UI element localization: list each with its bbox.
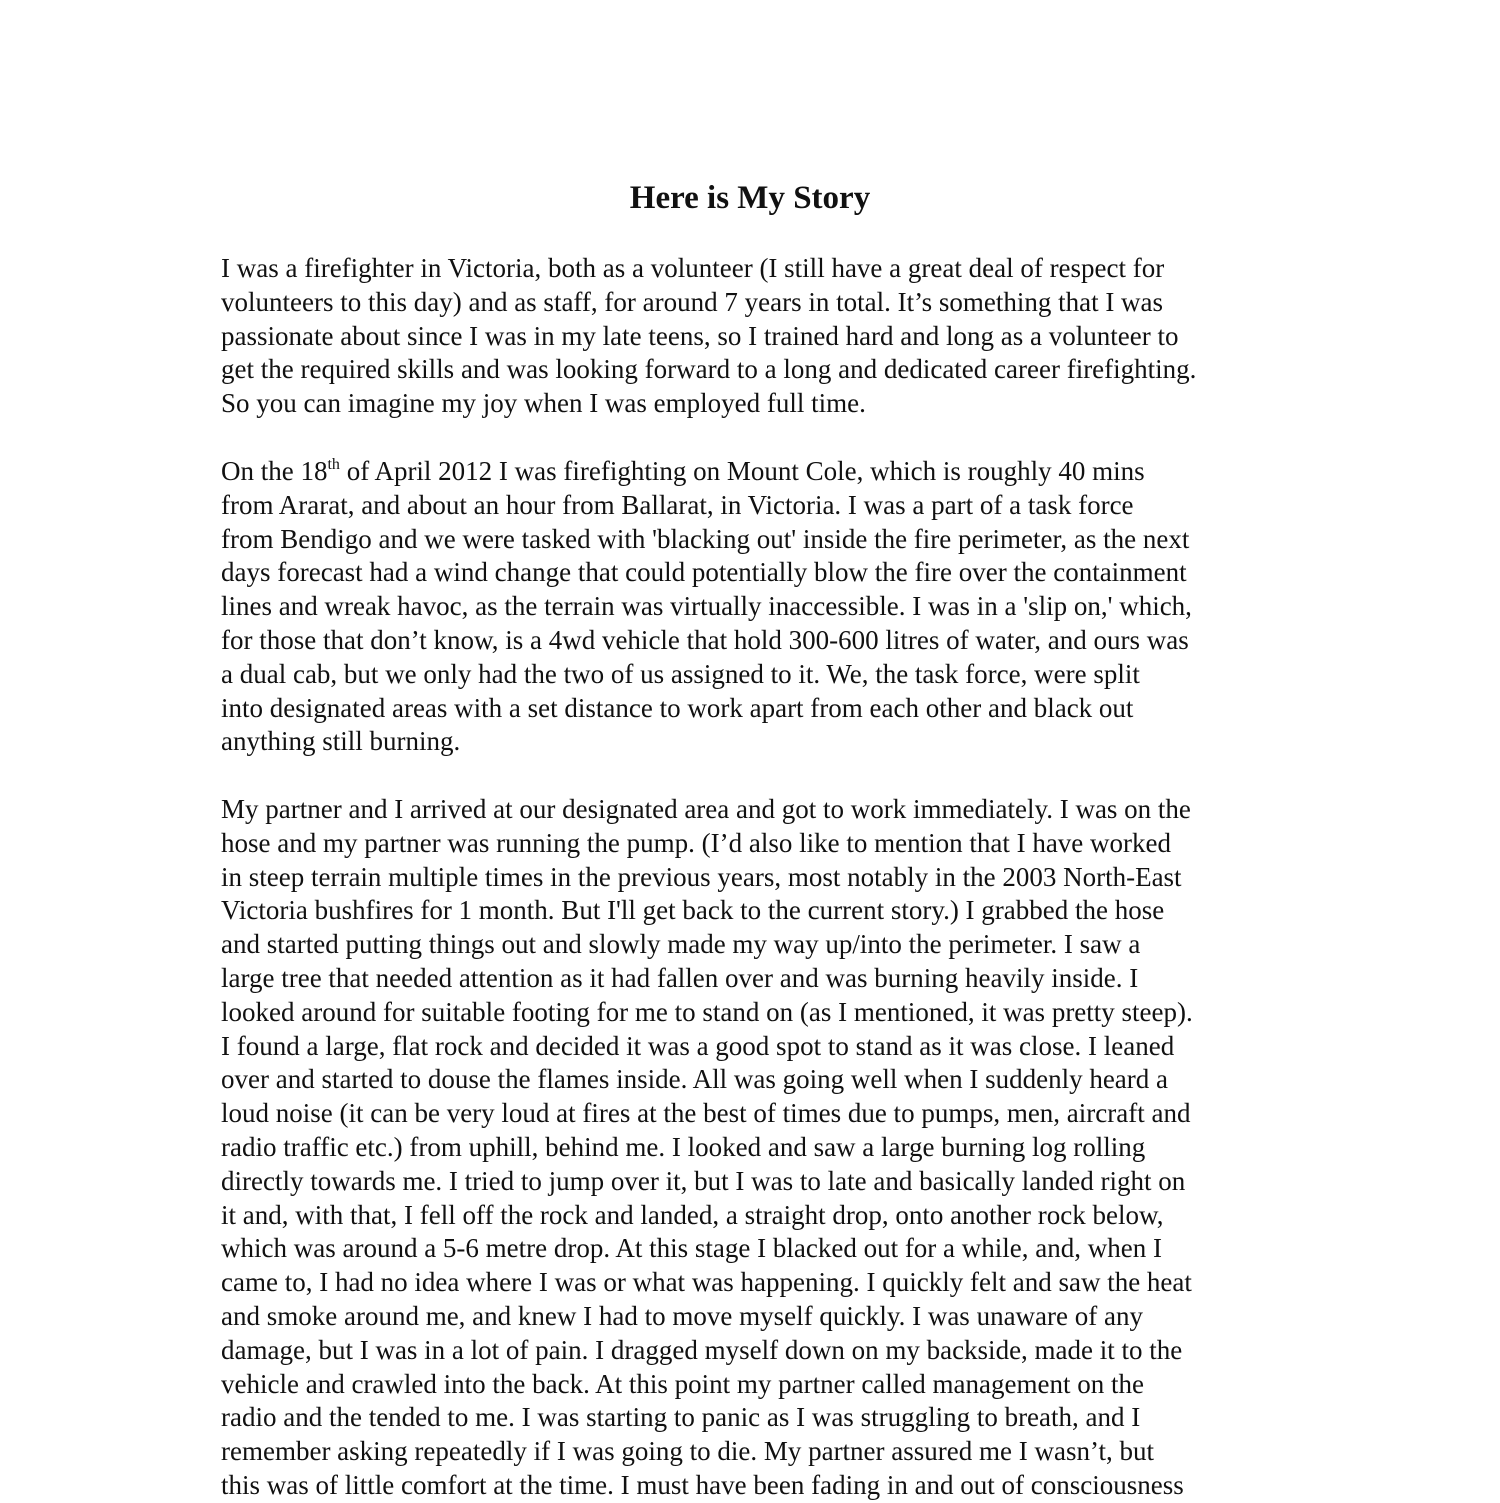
text-fragment: of April 2012 I was firefighting on Mount Cole, which is roughly 40 mins	[339, 456, 1145, 486]
text-line: directly towards me. I tried to jump over it, but I was to late and basically landed right on	[221, 1165, 1186, 1196]
text-line: and started putting things out and slowly made my way up/into the perimeter. I saw a	[221, 929, 1141, 960]
text-line: anything still burning.	[221, 726, 461, 757]
text-line: radio and the tended to me. I was starting to panic as I was struggling to breath, and I	[221, 1402, 1141, 1433]
text-line: I was a firefighter in Victoria, both as a volunteer (I still have a great deal of respect for	[221, 253, 1165, 283]
text-line: and smoke around me, and knew I had to move myself quickly. I was unaware of any	[221, 1300, 1143, 1331]
text-line: which was around a 5-6 metre drop. At this stage I blacked out for a while, and, when I	[221, 1233, 1162, 1264]
text-line: lines and wreak havoc, as the terrain was virtually inaccessible. I was in a 'slip on,' which,	[221, 591, 1192, 622]
paragraph-3	[221, 793, 1301, 1503]
text-line: days forecast had a wind change that could potentially blow the fire over the containment	[221, 557, 1187, 588]
text-line: over and started to douse the flames inside. All was going well when I suddenly heard a	[221, 1064, 1169, 1095]
page-title: Here is My Story	[629, 180, 871, 216]
text-fragment: On the 18	[221, 456, 328, 486]
text-line: remember asking repeatedly if I was going to die. My partner assured me I wasn’t, but	[221, 1436, 1154, 1467]
text-line: I found a large, flat rock and decided it was a good spot to stand as it was close. I leaned	[221, 1030, 1175, 1061]
text-line: it and, with that, I fell off the rock and landed, a straight drop, onto another rock below,	[221, 1199, 1164, 1230]
text-line: volunteers to this day) and as staff, for around 7 years in total. It’s something that I was	[221, 286, 1164, 317]
text-line: hose and my partner was running the pump. (I’d also like to mention that I have worked	[221, 827, 1172, 858]
text-line: large tree that needed attention as it had fallen over and was burning heavily inside. I	[221, 962, 1139, 993]
text-line: came to, I had no idea where I was or what was happening. I quickly felt and saw the heat	[221, 1267, 1192, 1298]
text-line: get the required skills and was looking forward to a long and dedicated career firefighting.	[221, 354, 1197, 385]
text-line: Victoria bushfires for 1 month. But I'll get back to the current story.) I grabbed the hose	[221, 895, 1165, 926]
text-line: in steep terrain multiple times in the previous years, most notably in the 2003 North-East	[221, 861, 1182, 892]
text-line: passionate about since I was in my late teens, so I trained hard and long as a volunteer to	[221, 320, 1179, 351]
text-line: loud noise (it can be very loud at fires at the best of times due to pumps, men, aircraft and	[221, 1098, 1191, 1129]
text-line: a dual cab, but we only had the two of us assigned to it. We, the task force, were split	[221, 658, 1140, 689]
text-line: So you can imagine my joy when I was employed full time.	[221, 388, 866, 419]
paragraph-1	[221, 252, 1301, 421]
paragraph-2	[221, 455, 1301, 759]
text-line: from Bendigo and we were tasked with 'blacking out' inside the fire perimeter, as the next	[221, 523, 1190, 554]
text-line-with-superscript	[221, 455, 1301, 489]
text-line: for those that don’t know, is a 4wd vehicle that hold 300-600 litres of water, and ours was	[221, 624, 1189, 655]
text-line: looked around for suitable footing for me to stand on (as I mentioned, it was pretty steep).	[221, 996, 1193, 1027]
text-line: from Ararat, and about an hour from Ballarat, in Victoria. I was a part of a task force	[221, 489, 1134, 520]
text-line: damage, but I was in a lot of pain. I dragged myself down on my backside, made it to the	[221, 1334, 1183, 1365]
text-line: vehicle and crawled into the back. At this point my partner called management on the	[221, 1368, 1144, 1399]
text-line: into designated areas with a set distance to work apart from each other and black out	[221, 692, 1134, 723]
text-line: My partner and I arrived at our designated area and got to work immediately. I was on the	[221, 794, 1191, 824]
text-line: radio traffic etc.) from uphill, behind me. I looked and saw a large burning log rolling	[221, 1131, 1146, 1162]
text-line: this was of little comfort at the time. I must have been fading in and out of consciousness	[221, 1469, 1184, 1500]
superscript-ordinal: th	[327, 456, 340, 473]
